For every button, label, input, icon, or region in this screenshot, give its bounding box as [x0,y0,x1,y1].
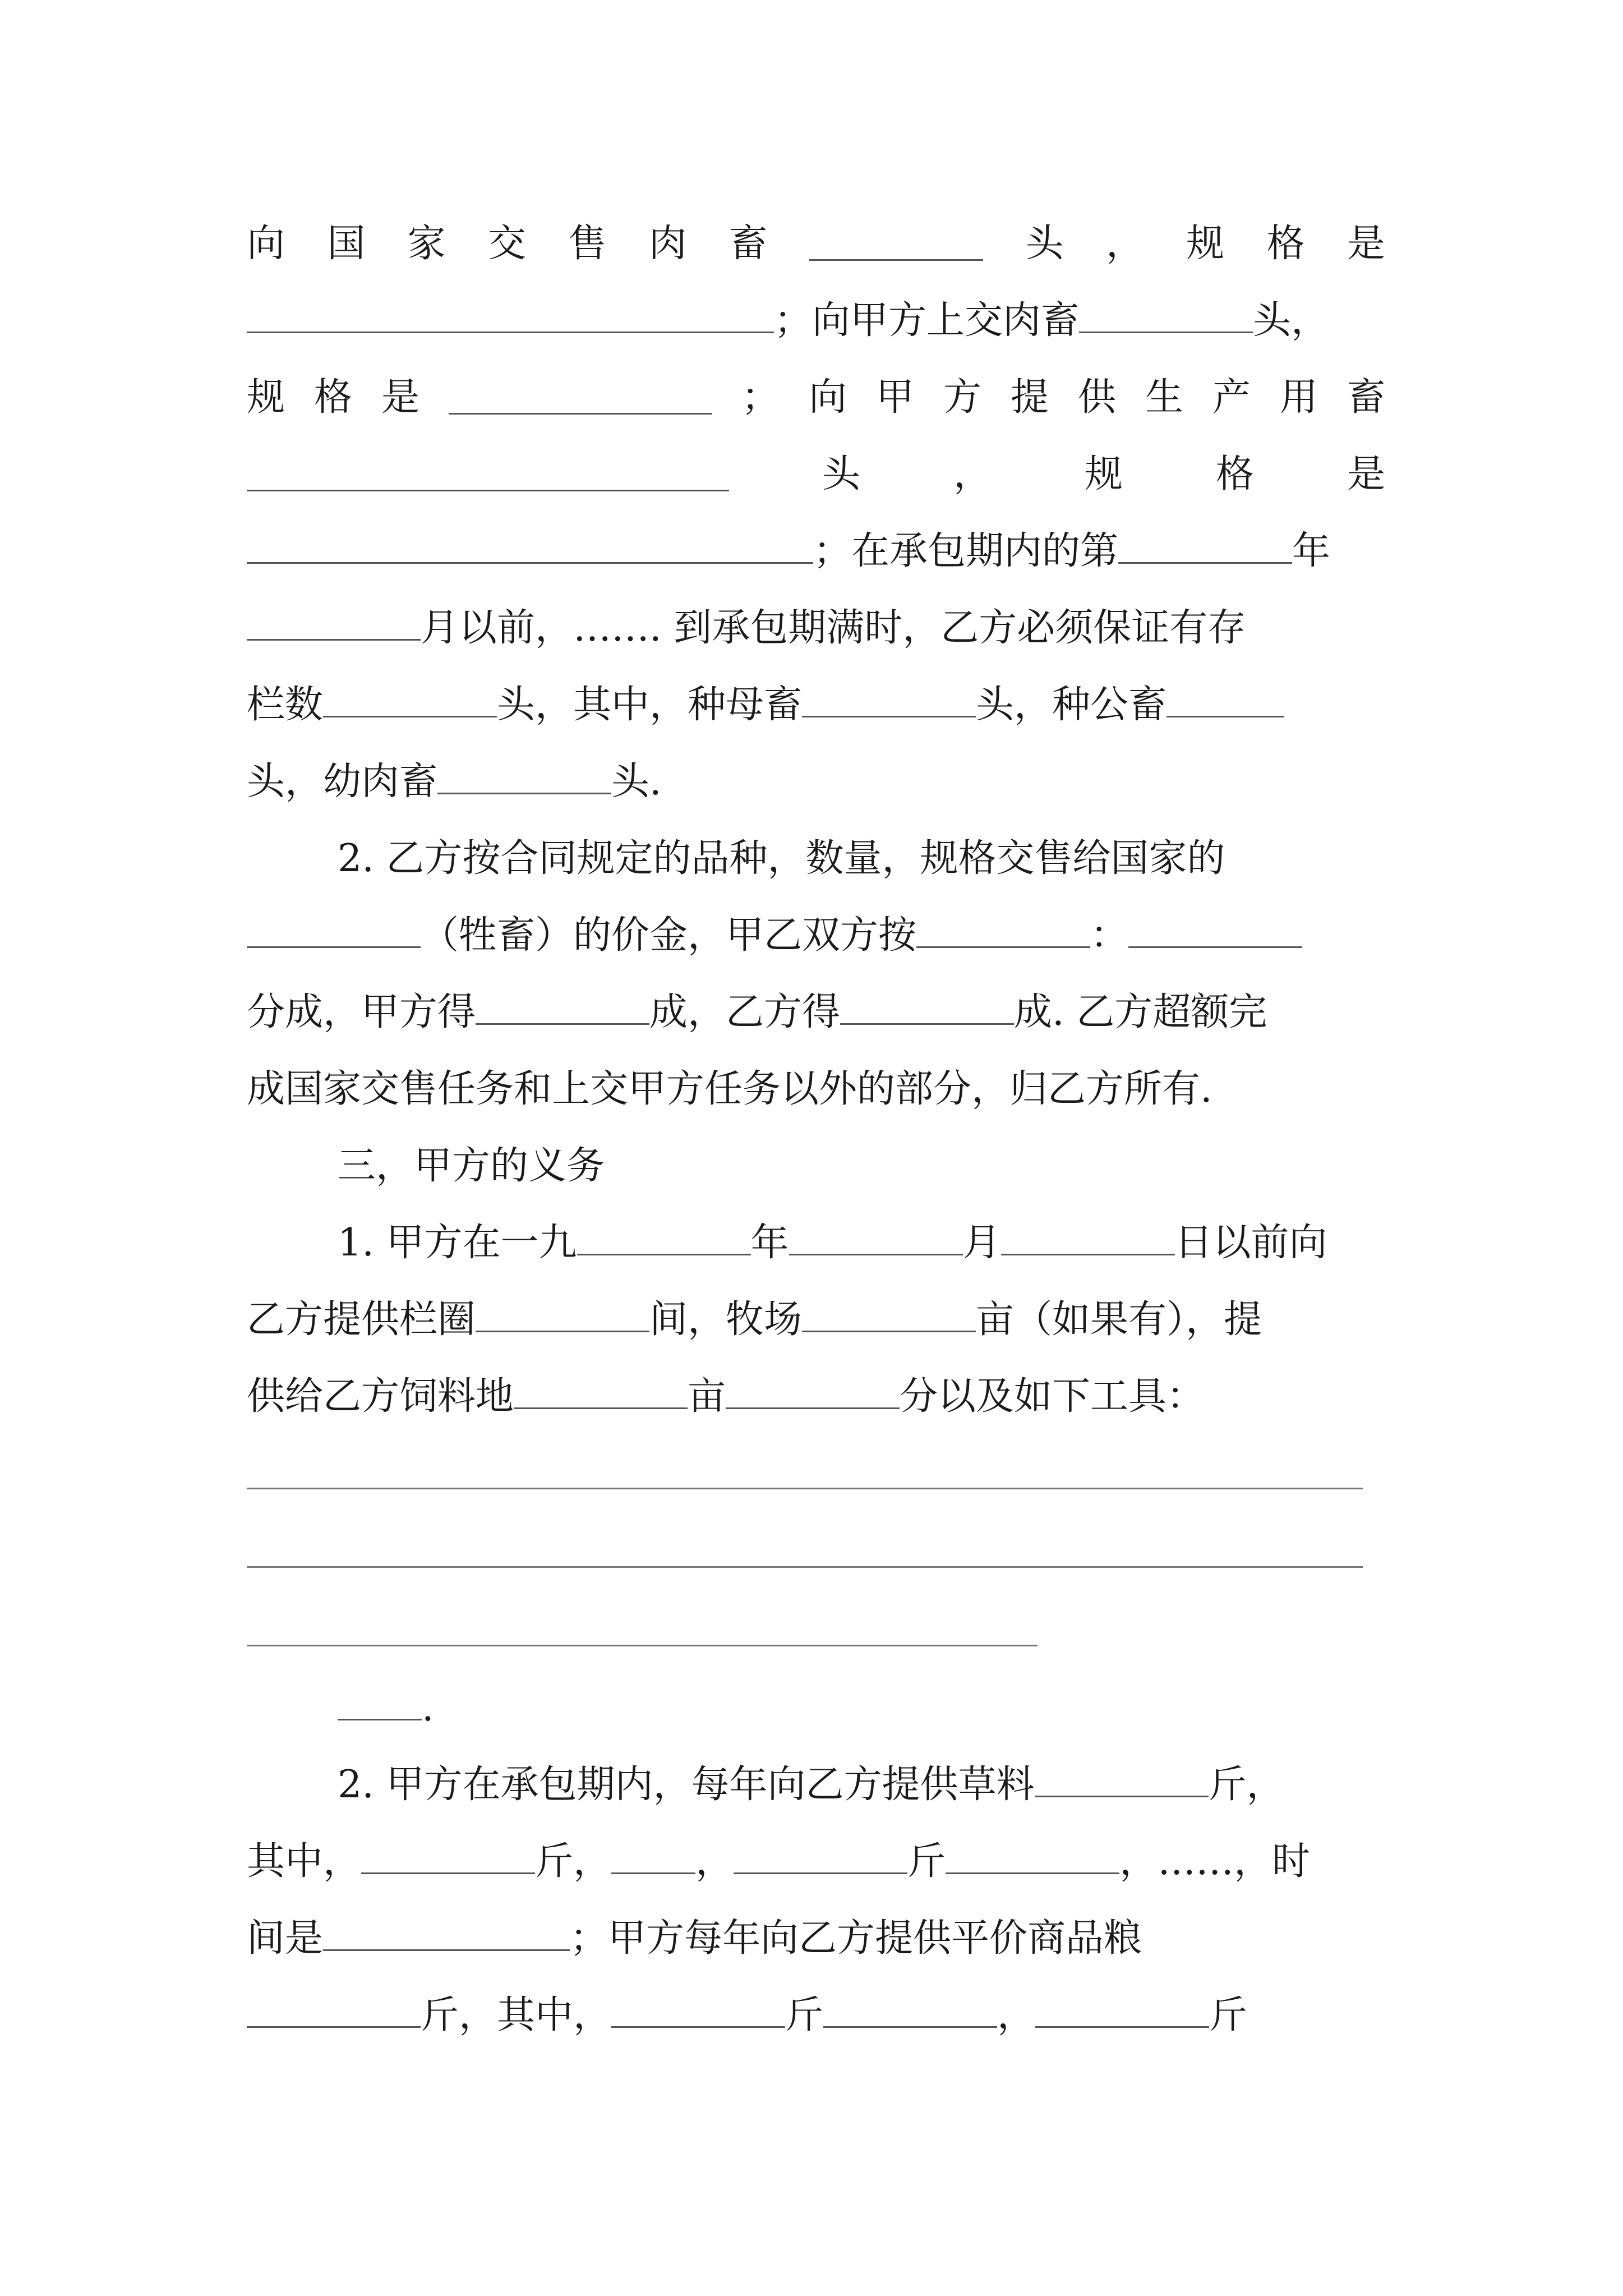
text-segment: 斤， [535,1839,612,1884]
text-segment: 亩（如果有），提 [976,1297,1262,1342]
text-char: 甲 [875,375,914,420]
fill-blank[interactable] [802,684,976,717]
text-segment: 成. 乙方超额完 [1014,990,1267,1034]
fill-blank[interactable] [476,1299,649,1332]
fill-blank[interactable] [823,1995,997,2028]
text-char: 格 [1215,452,1254,496]
text-line-3 [247,367,1385,429]
text-char: 是 [1347,452,1385,496]
text-segment: ， [695,1839,734,1884]
text-char: 用 [1279,375,1318,420]
text-segment: 乙方提供栏圈 [247,1297,476,1342]
text-segment: 间，牧场 [649,1297,803,1342]
text-segment: 栏数 [247,683,324,727]
fill-blank[interactable] [514,1376,688,1409]
text-line-8 [247,751,662,813]
text-char: 向 [808,375,847,420]
text-segment: （牲畜）的价金，甲乙双方按 [421,913,917,958]
fill-blank[interactable] [1001,1222,1175,1255]
text-char: 是 [381,375,420,420]
text-segment: 亩 [688,1374,726,1419]
text-line-12 [247,1059,1212,1120]
fill-blank[interactable] [1035,1995,1209,2028]
fill-blank[interactable] [449,381,712,415]
text-char: 畜 [1347,375,1385,420]
text-segment: ： [1090,913,1129,958]
text-segment: ；向甲方上交肉畜 [774,298,1080,343]
text-segment: . [422,1686,434,1730]
text-segment: 头， [1253,298,1330,343]
text-segment: ；在承包期内的第 [813,529,1119,573]
section-heading [338,1135,605,1197]
fill-blank[interactable] [247,531,813,564]
text-line-20 [247,1908,1142,1970]
text-segment: 间是 [247,1916,324,1961]
fill-blank[interactable] [1035,1764,1209,1797]
fill-blank[interactable] [611,1841,695,1874]
text-char: 肉 [648,222,687,266]
fill-blank[interactable] [1118,531,1292,564]
text-segment: 2. 乙方按合同规定的品种，数量，规格交售给国家的 [338,836,1225,881]
fill-blank[interactable] [247,608,421,641]
text-char: 是 [1347,222,1385,266]
text-line-7 [247,674,1284,736]
text-char: 规 [247,375,285,420]
text-segment: 斤，其中， [421,1993,612,2037]
text-segment: 日以前向 [1174,1221,1327,1265]
text-char: ； [741,375,780,420]
text-segment: 斤 [907,1839,946,1884]
fill-blank[interactable] [916,915,1090,948]
text-segment: 成，乙方得 [649,990,841,1034]
text-line-11 [247,982,1267,1043]
fill-blank[interactable] [476,992,649,1025]
fill-blank[interactable] [247,300,774,333]
text-line-18 [338,1754,1285,1816]
fill-blank[interactable] [734,1841,907,1874]
text-segment: 1. 甲方在一九 [338,1221,577,1265]
text-char: 售 [568,222,607,266]
fill-blank[interactable] [323,1918,570,1951]
text-segment: 供给乙方饲料地 [247,1374,514,1419]
text-char: 格 [1266,222,1305,266]
text-segment: 2. 甲方在承包期内，每年向乙方提供草料 [338,1763,1035,1807]
text-line-1 [247,213,1385,275]
text-char: 畜 [728,222,767,266]
text-segment: 头. [611,760,662,804]
fill-blank[interactable] [809,228,983,261]
fill-blank[interactable] [247,915,421,948]
text-char: 格 [314,375,353,420]
text-char: 头 [822,452,860,496]
text-line-9 [338,828,1225,890]
fill-blank[interactable] [247,458,729,491]
text-segment: 分以及如下工具： [900,1374,1205,1419]
text-line-6 [247,597,1246,659]
text-line-4 [247,444,1385,505]
fill-blank[interactable] [789,1222,963,1255]
text-char: 向 [247,222,285,266]
fill-blank[interactable] [726,1376,900,1409]
fill-blank[interactable] [1166,684,1284,717]
fill-blank[interactable] [361,1841,535,1874]
text-line-5 [247,521,1330,582]
text-line-15 [247,1289,1262,1351]
fill-blank[interactable] [946,1841,1119,1874]
fill-rule[interactable] [247,1488,1363,1489]
fill-blank[interactable] [611,1995,785,2028]
text-segment: 成国家交售任务和上交甲方任务以外的部分，归乙方所有. [247,1067,1212,1111]
text-line-21 [247,1985,1247,2046]
text-segment: ， [997,1993,1036,2037]
fill-blank[interactable] [577,1222,751,1255]
text-line-19 [247,1831,1310,1893]
text-char: ， [1105,222,1144,266]
fill-blank[interactable] [840,992,1014,1025]
text-line-16 [247,1366,1205,1428]
text-char: 供 [1077,375,1116,420]
text-line-14 [338,1212,1327,1274]
text-char: 方 [943,375,981,420]
fill-blank[interactable] [323,684,497,717]
text-char: 交 [487,222,526,266]
fill-blank[interactable] [1128,915,1302,948]
text-segment: 头，种公畜 [976,683,1167,727]
text-segment: 分成，甲方得 [247,990,476,1034]
text-segment: 头，幼肉畜 [247,760,438,804]
fill-blank[interactable] [247,1995,421,2028]
fill-blank[interactable] [338,1687,422,1720]
text-segment: 斤 [785,1993,824,2037]
text-segment: 三，甲方的义务 [338,1144,605,1188]
text-segment: ；甲方每年向乙方提供平价商品粮 [570,1916,1142,1961]
text-segment: 年 [750,1221,789,1265]
fill-rule[interactable] [247,1645,1038,1646]
text-line-17 [338,1677,434,1739]
text-char: 生 [1145,375,1183,420]
text-char: 规 [1186,222,1225,266]
text-char: 产 [1212,375,1251,420]
text-char: 家 [407,222,446,266]
fill-blank[interactable] [1079,300,1253,333]
text-char: 规 [1084,452,1123,496]
text-segment: 斤， [1208,1763,1285,1807]
text-segment: ，……，时 [1119,1839,1311,1884]
text-segment: 月以前，……. 到承包期满时，乙方必须保证有存 [421,606,1246,650]
text-segment: 月 [962,1221,1001,1265]
text-segment: 年 [1292,529,1331,573]
text-line-2 [247,290,1329,352]
text-line-10 [247,905,1302,967]
fill-blank[interactable] [437,761,611,794]
text-segment: 其中， [247,1839,362,1884]
text-char: 头 [1025,222,1064,266]
fill-blank[interactable] [802,1299,976,1332]
fill-rule[interactable] [247,1566,1363,1568]
text-char: ， [953,452,992,496]
text-char: 提 [1010,375,1049,420]
text-segment: 头，其中，种母畜 [497,683,803,727]
text-segment: 斤 [1209,1993,1248,2037]
text-char: 国 [327,222,366,266]
